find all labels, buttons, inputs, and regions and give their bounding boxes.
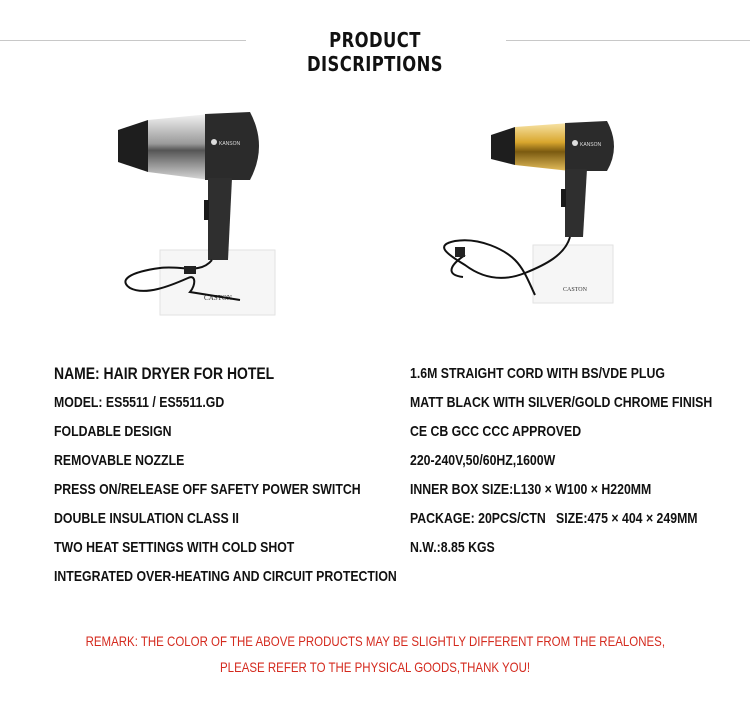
spec-item: PACKAGE: 20PCS/CTN SIZE:475 × 404 × 249MM [410,510,698,527]
hair-dryer-gold-illustration [425,105,625,310]
brand-logo-icon [572,140,578,146]
plug [455,247,465,257]
nozzle [491,127,515,165]
switch [561,189,566,207]
remark-note-continued [0,654,750,681]
spec-item: NAME: HAIR DRYER FOR HOTEL [54,364,275,383]
spec-list-right [410,362,740,565]
handle [208,178,232,260]
nozzle [118,120,148,172]
stand-logo: CASTON [563,287,587,293]
spec-item: INTEGRATED OVER-HEATING AND CIRCUIT PROTECTION [54,568,397,585]
plug [184,266,196,274]
chrome-barrel [148,114,210,180]
handle [565,169,587,237]
remark-line-1: REMARK: THE COLOR OF THE ABOVE PRODUCTS MAY BE SLIGHTLY DIFFERENT FROM THE REALONES, [85,633,665,649]
remark-note [0,628,750,655]
brand-logo: KANSON [219,141,241,147]
stand-logo: CASTON [204,294,232,302]
header-divider-right [506,40,750,41]
product-image-gold [425,105,625,310]
spec-item: 220-240V,50/60HZ,1600W [410,452,556,469]
spec-list-left [54,362,404,594]
spec-item: N.W.:8.85 KGS [410,539,495,556]
section-title: PRODUCT DISCRIPTIONS [306,28,443,76]
chrome-barrel [515,123,570,171]
hair-dryer-silver-illustration [100,100,290,320]
remark-line-2: PLEASE REFER TO THE PHYSICAL GOODS,THANK YOU! [219,659,531,675]
spec-item: CE CB GCC CCC APPROVED [410,423,582,440]
section-header [0,26,750,76]
spec-item: MATT BLACK WITH SILVER/GOLD CHROME FINISH [410,394,713,411]
header-divider-left [0,40,246,41]
stand-base [533,245,613,303]
spec-item: DOUBLE INSULATION CLASS II [54,510,239,527]
spec-item: FOLDABLE DESIGN [54,423,172,440]
brand-logo-icon [211,139,217,145]
switch [204,200,209,220]
spec-item: REMOVABLE NOZZLE [54,452,185,469]
spec-item: MODEL: ES5511 / ES5511.GD [54,394,225,411]
product-image-silver [100,100,290,320]
spec-item: INNER BOX SIZE:L130 × W100 × H220MM [410,481,652,498]
spec-item: TWO HEAT SETTINGS WITH COLD SHOT [54,539,295,556]
spec-item: PRESS ON/RELEASE OFF SAFETY POWER SWITCH [54,481,361,498]
spec-item: 1.6M STRAIGHT CORD WITH BS/VDE PLUG [410,365,665,382]
brand-logo: KANSON [580,142,602,148]
